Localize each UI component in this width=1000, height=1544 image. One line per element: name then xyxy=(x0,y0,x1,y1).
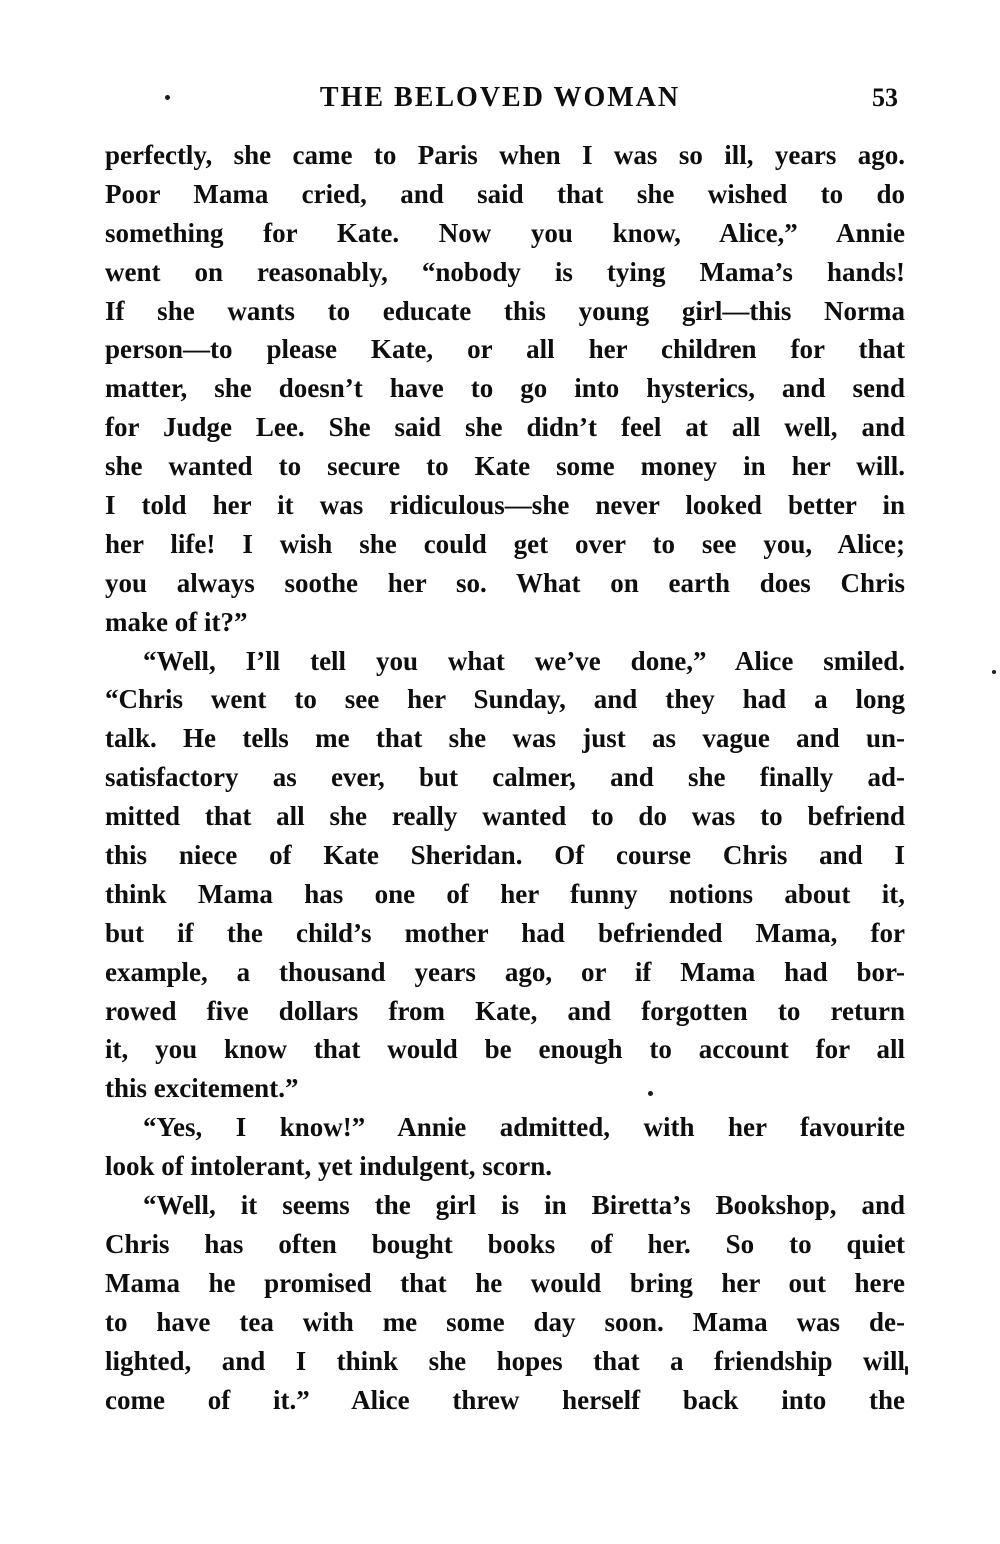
text-line: look of intolerant, yet indulgent, scorn. xyxy=(105,1151,553,1182)
page-number: 53 xyxy=(872,83,898,112)
text-line: something for Kate. Now you know, Alice,” Annie xyxy=(105,217,905,248)
text-line: “Yes, I know!” Annie admitted, with her favourite xyxy=(143,1112,905,1143)
text-line: “Well, I’ll tell you what we’ve done,” Alice smiled. xyxy=(143,645,905,676)
text-line: but if the child’s mother had befriended Mama, for xyxy=(105,917,905,948)
running-title: THE BELOVED WOMAN xyxy=(319,82,681,113)
text-line: lighted, and I think she hopes that a friendship will xyxy=(105,1345,905,1376)
text-line: I told her it was ridiculous—she never looked better in xyxy=(105,490,905,521)
text-line: If she wants to educate this young girl—this Norma xyxy=(105,295,905,326)
text-line: to have tea with me some day soon. Mama was de- xyxy=(105,1306,905,1337)
text-line: this excitement.” xyxy=(105,1073,299,1104)
text-line: her life! I wish she could get over to see you, Alice; xyxy=(105,528,905,559)
text-line: for Judge Lee. She said she didn’t feel at all well, and xyxy=(105,412,905,443)
page-text xyxy=(105,136,905,1419)
text-line: rowed five dollars from Kate, and forgotten to return xyxy=(105,995,905,1026)
text-line: it, you know that would be enough to account for all xyxy=(105,1034,905,1065)
text-line: you always soothe her so. What on earth does Chris xyxy=(105,567,905,598)
scan-artifact-dot xyxy=(165,95,170,100)
text-line: perfectly, she came to Paris when I was so ill, years ago. xyxy=(105,140,905,170)
text-line: went on reasonably, “nobody is tying Mama’s hands! xyxy=(105,256,905,287)
text-line: think Mama has one of her funny notions about it, xyxy=(105,878,905,909)
scan-artifact-dot xyxy=(648,1091,653,1096)
text-line: this niece of Kate Sheridan. Of course Chris and I xyxy=(105,840,905,871)
text-line: she wanted to secure to Kate some money in her will. xyxy=(105,451,905,482)
scan-artifact-dot xyxy=(992,670,996,674)
text-line: “Chris went to see her Sunday, and they had a long xyxy=(105,684,905,715)
text-line: matter, she doesn’t have to go into hysterics, and send xyxy=(105,373,905,404)
scan-artifact-dot xyxy=(905,1366,908,1375)
text-line: come of it.” Alice threw herself back into the xyxy=(105,1384,905,1415)
text-line: Chris has often bought books of her. So to quiet xyxy=(105,1228,905,1259)
text-line: “Well, it seems the girl is in Biretta’s Bookshop, and xyxy=(143,1190,905,1221)
text-line: mitted that all she really wanted to do was to befriend xyxy=(105,801,905,832)
text-line: person—to please Kate, or all her children for that xyxy=(105,334,905,365)
page-header xyxy=(0,82,1000,116)
text-line: Poor Mama cried, and said that she wished to do xyxy=(105,178,905,209)
text-line: satisfactory as ever, but calmer, and she finally ad- xyxy=(105,762,905,793)
text-line: example, a thousand years ago, or if Mama had bor- xyxy=(105,956,905,987)
text-line: talk. He tells me that she was just as vague and un- xyxy=(105,723,905,754)
text-line: Mama he promised that he would bring her out here xyxy=(105,1267,905,1298)
text-line: make of it?” xyxy=(105,606,248,637)
